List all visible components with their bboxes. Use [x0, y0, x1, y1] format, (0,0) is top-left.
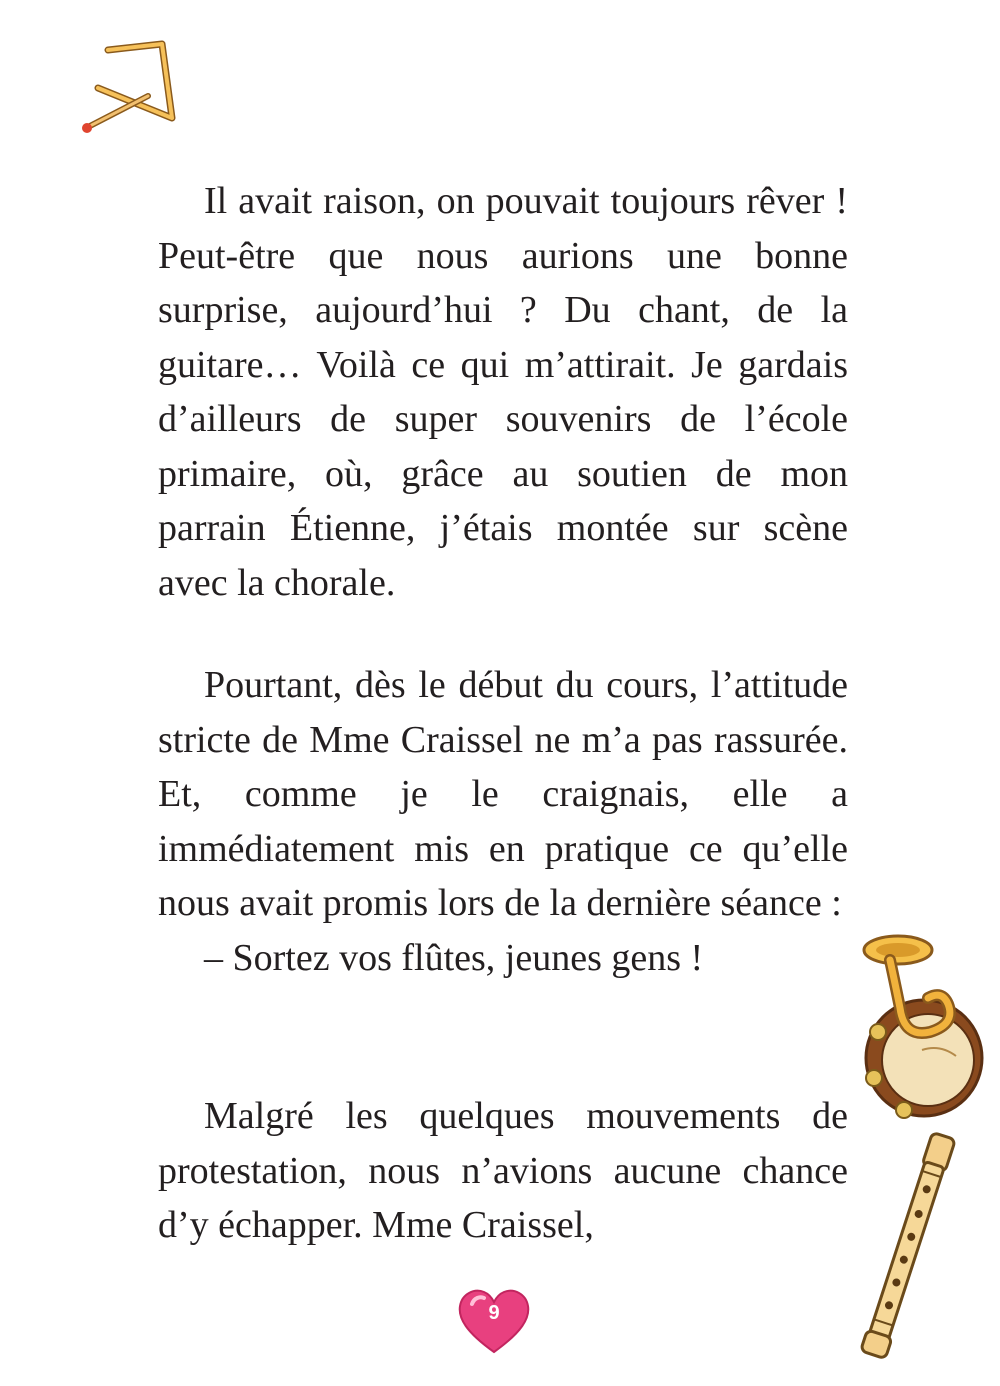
paragraph-1-text: Il avait raison, on pouvait toujours rêver ! Peut-être que nous aurions une bonne surprise, aujourd’hui ? Du chant, de la guitare… Voilà ce qui m’attirait. Je gardais d’ailleurs de super souvenirs de l’école primaire, où, grâce au soutien de mon parrain Étienne, j’étais montée sur scène avec la chorale. [158, 180, 848, 604]
dialogue-line: – Sortez vos flûtes, jeunes gens ! [204, 936, 704, 979]
tambourine-icon [866, 1000, 982, 1118]
triangle-instrument-icon [78, 40, 178, 136]
paragraph-1 [158, 174, 848, 610]
paragraph-2-text: Pourtant, dès le début du cours, l’attitude stricte de Mme Craissel ne m’a pas rassurée. Et, comme je le craignais, elle a immédiatement mis en pratique ce qu’elle nous avait promis lors de la dernière séance : [158, 664, 848, 924]
paragraph-3 [158, 1089, 848, 1253]
flute-icon [861, 1132, 957, 1359]
page-number-badge [456, 1286, 532, 1356]
instruments-illustration [860, 928, 1000, 1368]
page-number: 9 [488, 1302, 500, 1324]
paragraph-3-text: Malgré les quelques mouvements de protestation, nous n’avions aucune chance d’y échapper. Mme Craissel, [158, 1095, 848, 1246]
paragraph-2 [158, 658, 848, 985]
